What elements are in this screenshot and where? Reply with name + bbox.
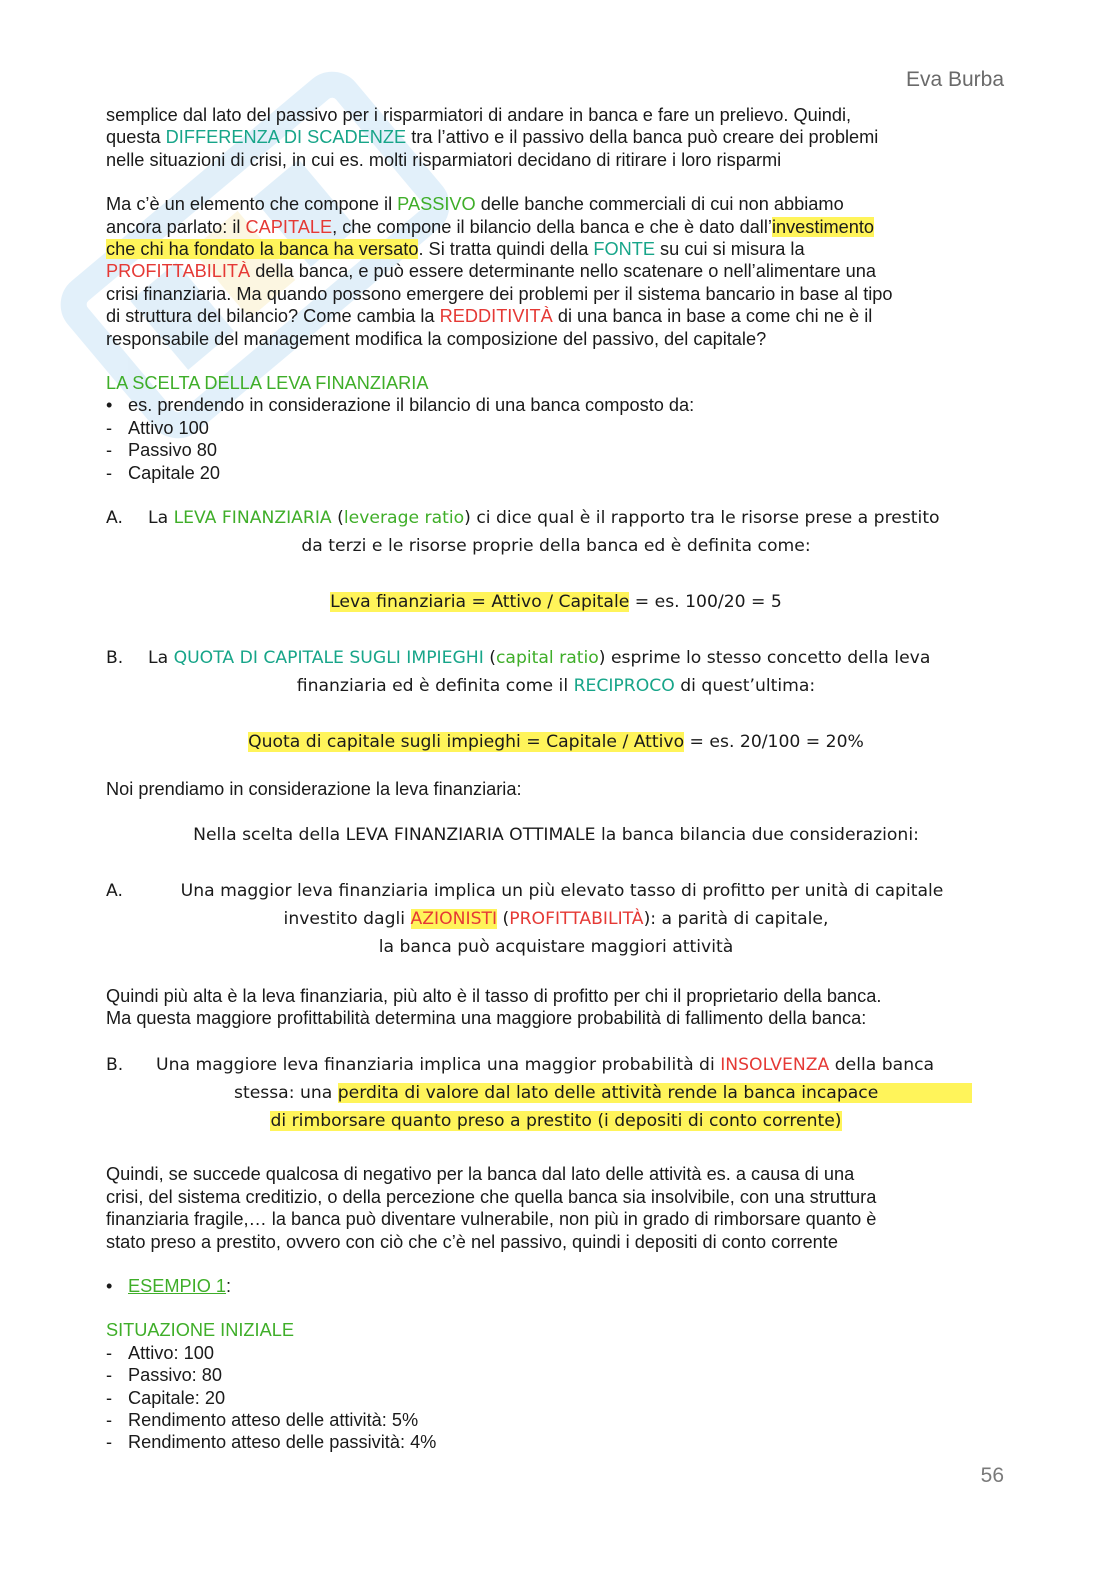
item-label: A. (106, 508, 123, 529)
list-item: - Passivo: 80 (106, 1365, 223, 1386)
term-passivo: PASSIVO (397, 194, 476, 215)
highlight-text: perdita di valore dal lato delle attività rende la banca incapace (338, 1083, 973, 1103)
item-label: A. (106, 880, 123, 901)
author-name: Eva Burba (905, 68, 1004, 91)
list-item: - Rendimento atteso delle passività: 4% (106, 1432, 437, 1453)
term-capital-ratio: capital ratio (495, 648, 599, 669)
paragraph: Ma c’è un elemento che compone il PASSIVO delle banche commerciali di cui non abbiamo ancora parlato: il CAPITALE, che compone il bilancio della banca e che è dato dall’investimento che chi ha fondato la banca ha versato. Si tratta quindi della FONTE su cui si misura la PROFITTABILITÀ della banca, e può essere determinante nello scatenare o nell’alimentare una crisi finanziaria. Ma quando possono emergere dei problemi per il sistema bancario in base al tipo di struttura del bilancio? Come cambia la REDDITIVITÀ di una banca in base a come chi ne è il responsabile del management modifica la composizione del passivo, del capitale? (106, 194, 893, 349)
item-label: B. (106, 1055, 124, 1076)
term-redditivita: REDDITIVITÀ (439, 306, 553, 327)
dash-icon: - (106, 462, 113, 483)
page-content (106, 104, 1006, 1454)
term-profittabilita: PROFITTABILITÀ (509, 908, 644, 929)
consideration-b: B. Una maggiore leva finanziaria implica una maggior probabilità di INSOLVENZA della banca stessa: una perdita di valore dal lato delle attività rende la banca incapace di rimborsare quanto preso a prestito (i depositi di conto corrente) (106, 1051, 1006, 1135)
formula-leva: Leva finanziaria = Attivo / Capitale = es. 100/20 = 5 (330, 592, 782, 613)
dash-icon: - (106, 440, 113, 461)
example-heading: • ESEMPIO 1: (106, 1275, 232, 1296)
term-azionisti: AZIONISTI (410, 908, 498, 929)
list-item: - Attivo: 100 (106, 1342, 214, 1363)
highlight-text: Quota di capitale sugli impieghi = Capitale / Attivo (248, 732, 685, 753)
list-item: - Capitale: 20 (106, 1387, 226, 1408)
dash-icon: - (106, 1387, 113, 1408)
paragraph: semplice dal lato del passivo per i risparmiatori di andare in banca e fare un prelievo. Quindi, questa DIFFERENZA DI SCADENZE tra l’attivo e il passivo della banca può creare dei problemi nelle situazioni di crisi, in cui es. molti risparmiatori decidano di ritirare i loro risparmi (106, 105, 879, 170)
dash-icon: - (106, 1342, 113, 1363)
item-label: B. (106, 648, 124, 669)
definition-b: B. La QUOTA DI CAPITALE SUGLI IMPIEGHI (capital ratio) esprime lo stesso concetto della leva finanziaria ed è definita come il RECIPROCO di quest’ultima: Quota di capitale sugli impieghi = Capitale / Attivo = es. 20/100 = 20% (106, 644, 1006, 756)
term-profittabilita: PROFITTABILITÀ (106, 261, 251, 282)
bullet-item: • es. prendendo in considerazione il bilancio di una banca composto da: (106, 395, 695, 416)
list-item: - Passivo 80 (106, 440, 217, 461)
term-insolvenza: INSOLVENZA (720, 1055, 830, 1076)
term-capitale: CAPITALE (245, 216, 333, 237)
dash-icon: - (106, 1365, 113, 1386)
highlight-text: investimento (771, 216, 875, 237)
term-differenza-di-scadenze: DIFFERENZA DI SCADENZE (165, 127, 407, 148)
bullet-icon: • (106, 395, 113, 416)
list-item: - Rendimento atteso delle attività: 5% (106, 1409, 419, 1430)
section-heading: LA SCELTA DELLA LEVA FINANZIARIA (106, 373, 429, 394)
dash-icon: - (106, 1409, 113, 1430)
bullet-icon: • (106, 1275, 113, 1296)
term-leverage-ratio: leverage ratio (343, 508, 465, 529)
paragraph: Quindi più alta è la leva finanziaria, più alto è il tasso di profitto per chi il proprietario della banca. Ma questa maggiore profittabilità determina una maggiore probabilità di fallimento della banca: (106, 985, 882, 1028)
definition-a: A. La LEVA FINANZIARIA (leverage ratio) ci dice qual è il rapporto tra le risorse prese a prestito da terzi e le risorse proprie della banca ed è definita come: Leva finanziaria = Attivo / Capitale = es. 100/20 = 5 (106, 504, 1006, 616)
list-item: - Attivo 100 (106, 417, 209, 438)
term-quota-di-capitale: QUOTA DI CAPITALE SUGLI IMPIEGHI (173, 648, 484, 669)
paragraph: Noi prendiamo in considerazione la leva finanziaria: (106, 779, 522, 800)
highlight-text: Leva finanziaria = Attivo / Capitale (330, 592, 630, 613)
term-leva-finanziaria: LEVA FINANZIARIA (173, 508, 332, 529)
dash-icon: - (106, 417, 113, 438)
consideration-a: A. Una maggior leva finanziaria implica un più elevato tasso di profitto per unità di capitale investito dagli AZIONISTI (PROFITTABILITÀ): a parità di capitale, la banca può acquistare maggiori attività (106, 877, 1006, 961)
choice-statement: Nella scelta della LEVA FINANZIARIA OTTIMALE la banca bilancia due considerazioni: (193, 824, 919, 845)
section-heading: SITUAZIONE INIZIALE (106, 1320, 294, 1341)
list-item: - Capitale 20 (106, 462, 221, 483)
dash-icon: - (106, 1432, 113, 1453)
term-reciproco: RECIPROCO (573, 676, 675, 697)
highlight-text: che chi ha fondato la banca ha versato (106, 239, 419, 260)
paragraph: Quindi, se succede qualcosa di negativo per la banca dal lato delle attività es. a causa di una crisi, del sistema creditizio, o della percezione che quella banca sia insolvibile, con una struttura finanziaria fragile,… la banca può diventare vulnerabile, non più in grado di rimborsare quanto è stato preso a prestito, ovvero con ciò che c’è nel passivo, quindi i depositi di conto corrente (106, 1164, 877, 1252)
formula-quota: Quota di capitale sugli impieghi = Capitale / Attivo = es. 20/100 = 20% (248, 732, 864, 753)
term-fonte: FONTE (593, 239, 655, 260)
page-number: 56 (980, 1464, 1004, 1487)
example-label: ESEMPIO 1 (128, 1275, 227, 1296)
highlight-text: di rimborsare quanto preso a prestito (i depositi di conto corrente) (270, 1111, 842, 1132)
